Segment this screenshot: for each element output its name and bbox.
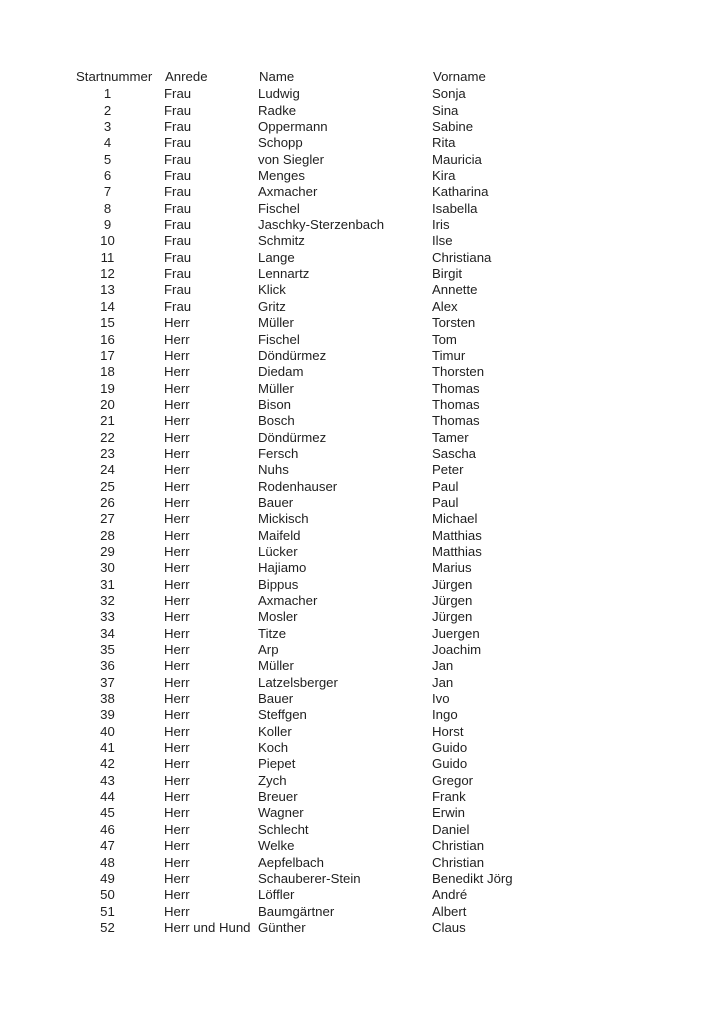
column-header-name: Name — [259, 69, 295, 84]
cell-vorname: Tamer — [432, 429, 469, 445]
cell-anrede: Frau — [164, 102, 192, 118]
table-row — [75, 756, 675, 772]
cell-startnummer: 9 — [103, 217, 112, 233]
table-row — [75, 332, 675, 348]
cell-name: Oppermann — [258, 119, 328, 135]
cell-anrede: Herr — [164, 707, 190, 723]
table-row — [75, 789, 675, 805]
table-row — [75, 381, 675, 397]
table-row — [75, 724, 675, 740]
cell-vorname: Jan — [432, 674, 454, 690]
cell-name: Günther — [258, 919, 306, 935]
cell-anrede: Herr — [164, 429, 190, 445]
cell-anrede: Herr — [164, 658, 190, 674]
cell-name: Lange — [258, 249, 295, 265]
cell-name: Fischel — [258, 331, 300, 347]
cell-startnummer: 27 — [100, 511, 115, 527]
table-body — [75, 86, 675, 936]
participants-table — [75, 69, 675, 936]
cell-vorname: André — [432, 887, 468, 903]
table-row — [75, 855, 675, 871]
cell-vorname: Matthias — [432, 543, 482, 559]
cell-name: Mosler — [258, 609, 298, 625]
cell-vorname: Peter — [432, 462, 464, 478]
cell-startnummer: 3 — [103, 119, 112, 135]
cell-vorname: Ilse — [432, 233, 453, 249]
cell-startnummer: 16 — [100, 331, 115, 347]
table-row — [75, 544, 675, 560]
cell-vorname: Christian — [432, 854, 485, 870]
cell-vorname: Daniel — [432, 821, 470, 837]
cell-startnummer: 24 — [100, 462, 115, 478]
cell-anrede: Herr — [164, 691, 190, 707]
cell-name: Baumgärtner — [258, 903, 335, 919]
cell-startnummer: 19 — [100, 380, 115, 396]
column-header-startnummer: Startnummer — [76, 69, 153, 84]
cell-startnummer: 30 — [100, 560, 115, 576]
table-row — [75, 658, 675, 674]
table-row — [75, 184, 675, 200]
cell-startnummer: 4 — [103, 135, 112, 151]
table-row — [75, 446, 675, 462]
cell-vorname: Tom — [432, 331, 457, 347]
cell-name: Bauer — [258, 691, 294, 707]
table-row — [75, 103, 675, 119]
table-row — [75, 364, 675, 380]
table-row — [75, 838, 675, 854]
cell-startnummer: 36 — [100, 658, 115, 674]
cell-name: Lücker — [258, 543, 298, 559]
cell-anrede: Herr — [164, 478, 190, 494]
cell-name: Maifeld — [258, 527, 301, 543]
cell-name: Jaschky-Sterzenbach — [258, 217, 385, 233]
cell-name: Müller — [258, 658, 294, 674]
cell-name: Welke — [258, 838, 295, 854]
cell-name: Piepet — [258, 756, 296, 772]
table-row — [75, 299, 675, 315]
table-row — [75, 577, 675, 593]
cell-name: Bippus — [258, 576, 299, 592]
cell-startnummer: 7 — [103, 184, 112, 200]
table-row — [75, 871, 675, 887]
cell-startnummer: 46 — [100, 821, 115, 837]
cell-startnummer: 6 — [103, 168, 112, 184]
cell-vorname: Paul — [432, 478, 459, 494]
cell-anrede: Frau — [164, 217, 192, 233]
cell-vorname: Horst — [432, 723, 464, 739]
cell-anrede: Herr — [164, 396, 190, 412]
cell-vorname: Sonja — [432, 86, 466, 102]
cell-startnummer: 47 — [100, 838, 115, 854]
cell-vorname: Juergen — [432, 625, 480, 641]
cell-name: Mickisch — [258, 511, 309, 527]
cell-name: Löffler — [258, 887, 295, 903]
cell-startnummer: 50 — [100, 887, 115, 903]
cell-startnummer: 32 — [100, 593, 115, 608]
cell-name: Schauberer-Stein — [258, 870, 361, 886]
table-row — [75, 462, 675, 478]
cell-vorname: Matthias — [432, 527, 482, 543]
table-row — [75, 315, 675, 331]
cell-anrede: Herr — [164, 756, 190, 772]
cell-anrede: Frau — [164, 266, 192, 282]
cell-vorname: Thomas — [432, 396, 480, 412]
cell-name: Titze — [258, 625, 287, 641]
cell-startnummer: 17 — [100, 347, 115, 363]
table-row — [75, 119, 675, 135]
cell-anrede: Herr — [164, 364, 190, 380]
cell-vorname: Ivo — [432, 691, 450, 707]
cell-anrede: Herr — [164, 772, 190, 788]
cell-anrede: Herr und Hund — [164, 919, 251, 935]
table-row — [75, 233, 675, 249]
cell-anrede: Herr — [164, 593, 190, 608]
table-row — [75, 217, 675, 233]
table-row — [75, 887, 675, 903]
cell-startnummer: 40 — [100, 723, 115, 739]
cell-anrede: Herr — [164, 625, 190, 641]
cell-name: Radke — [258, 102, 297, 118]
cell-name: Ludwig — [258, 86, 300, 102]
table-row — [75, 675, 675, 691]
table-row — [75, 201, 675, 217]
cell-anrede: Herr — [164, 838, 190, 854]
cell-vorname: Albert — [432, 903, 467, 919]
cell-vorname: Joachim — [432, 642, 482, 658]
cell-name: Koller — [258, 723, 292, 739]
cell-name: Müller — [258, 315, 294, 331]
cell-vorname: Isabella — [432, 200, 478, 216]
cell-vorname: Christiana — [432, 249, 492, 265]
cell-vorname: Christian — [432, 838, 485, 854]
cell-anrede: Herr — [164, 331, 190, 347]
cell-name: Breuer — [258, 789, 298, 805]
cell-vorname: Gregor — [432, 772, 474, 788]
cell-name: Arp — [258, 642, 279, 658]
cell-startnummer: 1 — [103, 86, 112, 102]
cell-vorname: Sina — [432, 102, 459, 118]
cell-anrede: Herr — [164, 740, 190, 756]
cell-startnummer: 11 — [100, 249, 115, 265]
cell-anrede: Frau — [164, 233, 192, 249]
table-row — [75, 152, 675, 168]
table-row — [75, 397, 675, 413]
table-row — [75, 920, 675, 936]
cell-name: Steffgen — [258, 707, 307, 723]
cell-anrede: Frau — [164, 119, 192, 135]
column-header-vorname: Vorname — [433, 69, 486, 84]
cell-vorname: Frank — [432, 789, 466, 805]
cell-vorname: Jan — [432, 658, 454, 674]
table-row — [75, 86, 675, 102]
cell-name: Schlecht — [258, 821, 309, 837]
cell-anrede: Herr — [164, 511, 190, 527]
cell-anrede: Herr — [164, 576, 190, 592]
cell-anrede: Herr — [164, 543, 190, 559]
cell-vorname: Alex — [432, 298, 458, 314]
cell-vorname: Rita — [432, 135, 456, 151]
cell-anrede: Herr — [164, 347, 190, 363]
table-row — [75, 822, 675, 838]
table-row — [75, 642, 675, 658]
cell-startnummer: 22 — [100, 429, 115, 445]
cell-anrede: Herr — [164, 380, 190, 396]
cell-startnummer: 13 — [100, 282, 115, 298]
cell-anrede: Herr — [164, 413, 190, 429]
cell-name: Döndürmez — [258, 347, 327, 363]
cell-name: Fersch — [258, 445, 299, 461]
cell-startnummer: 51 — [100, 903, 115, 919]
cell-anrede: Herr — [164, 560, 190, 576]
table-row — [75, 348, 675, 364]
cell-startnummer: 45 — [100, 805, 115, 821]
cell-vorname: Annette — [432, 282, 478, 298]
cell-anrede: Herr — [164, 445, 190, 461]
cell-startnummer: 31 — [100, 576, 115, 592]
cell-anrede: Herr — [164, 609, 190, 625]
cell-anrede: Herr — [164, 315, 190, 331]
table-row — [75, 805, 675, 821]
cell-anrede: Frau — [164, 135, 192, 151]
cell-startnummer: 28 — [100, 527, 115, 543]
table-row — [75, 707, 675, 723]
cell-anrede: Herr — [164, 903, 190, 919]
cell-anrede: Frau — [164, 282, 192, 298]
cell-startnummer: 12 — [100, 266, 115, 282]
table-row — [75, 773, 675, 789]
cell-name: Bison — [258, 396, 291, 412]
cell-name: Diedam — [258, 364, 304, 380]
cell-anrede: Frau — [164, 168, 192, 184]
cell-anrede: Herr — [164, 494, 190, 510]
cell-startnummer: 35 — [100, 642, 115, 658]
cell-startnummer: 15 — [100, 315, 115, 331]
cell-name: Rodenhauser — [258, 478, 338, 494]
cell-startnummer: 2 — [103, 102, 112, 118]
cell-anrede: Frau — [164, 200, 192, 216]
cell-anrede: Herr — [164, 789, 190, 805]
table-row — [75, 479, 675, 495]
cell-anrede: Frau — [164, 86, 192, 102]
cell-anrede: Frau — [164, 249, 192, 265]
cell-vorname: Guido — [432, 756, 468, 772]
cell-vorname: Jürgen — [432, 593, 473, 608]
cell-startnummer: 5 — [103, 151, 112, 167]
cell-name: von Siegler — [258, 151, 324, 167]
cell-anrede: Herr — [164, 854, 190, 870]
cell-vorname: Paul — [432, 494, 459, 510]
table-row — [75, 593, 675, 609]
cell-name: Axmacher — [258, 184, 318, 200]
cell-vorname: Sabine — [432, 119, 474, 135]
cell-vorname: Marius — [432, 560, 472, 576]
cell-name: Bauer — [258, 494, 294, 510]
cell-vorname: Kira — [432, 168, 456, 184]
cell-vorname: Torsten — [432, 315, 476, 331]
cell-name: Gritz — [258, 298, 286, 314]
cell-startnummer: 33 — [100, 609, 115, 625]
cell-anrede: Herr — [164, 527, 190, 543]
cell-name: Klick — [258, 282, 286, 298]
cell-vorname: Guido — [432, 740, 468, 756]
table-row — [75, 282, 675, 298]
cell-name: Schmitz — [258, 233, 305, 249]
cell-anrede: Herr — [164, 805, 190, 821]
cell-anrede: Frau — [164, 184, 192, 200]
cell-startnummer: 39 — [100, 707, 115, 723]
table-row — [75, 135, 675, 151]
table-row — [75, 740, 675, 756]
cell-startnummer: 52 — [100, 919, 115, 935]
cell-anrede: Herr — [164, 674, 190, 690]
table-row — [75, 528, 675, 544]
table-row — [75, 560, 675, 576]
cell-vorname: Erwin — [432, 805, 465, 821]
cell-name: Schopp — [258, 135, 303, 151]
cell-startnummer: 49 — [100, 870, 115, 886]
cell-vorname: Claus — [432, 919, 466, 935]
cell-vorname: Katharina — [432, 184, 489, 200]
table-row — [75, 511, 675, 527]
cell-startnummer: 14 — [100, 298, 115, 314]
table-row — [75, 250, 675, 266]
table-row — [75, 430, 675, 446]
cell-vorname: Benedikt Jörg — [432, 870, 513, 886]
cell-anrede: Herr — [164, 870, 190, 886]
table-row — [75, 495, 675, 511]
cell-vorname: Jürgen — [432, 576, 473, 592]
cell-anrede: Herr — [164, 887, 190, 903]
cell-vorname: Jürgen — [432, 609, 473, 625]
cell-name: Bosch — [258, 413, 295, 429]
cell-name: Müller — [258, 380, 294, 396]
table-row — [75, 626, 675, 642]
cell-name: Axmacher — [258, 593, 318, 608]
table-row — [75, 266, 675, 282]
cell-name: Latzelsberger — [258, 674, 338, 690]
cell-startnummer: 23 — [100, 445, 115, 461]
cell-startnummer: 37 — [100, 674, 115, 690]
cell-startnummer: 43 — [100, 772, 115, 788]
cell-vorname: Sascha — [432, 445, 476, 461]
table-row — [75, 168, 675, 184]
cell-startnummer: 21 — [100, 413, 115, 429]
cell-startnummer: 34 — [100, 625, 115, 641]
cell-startnummer: 8 — [103, 200, 112, 216]
cell-anrede: Herr — [164, 723, 190, 739]
cell-name: Menges — [258, 168, 305, 184]
cell-name: Döndürmez — [258, 429, 327, 445]
cell-vorname: Thorsten — [432, 364, 485, 380]
cell-name: Aepfelbach — [258, 854, 324, 870]
cell-startnummer: 25 — [100, 478, 115, 494]
cell-startnummer: 42 — [100, 756, 115, 772]
column-header-anrede: Anrede — [165, 69, 208, 84]
cell-vorname: Thomas — [432, 380, 480, 396]
cell-vorname: Birgit — [432, 266, 463, 282]
table-row — [75, 413, 675, 429]
cell-vorname: Mauricia — [432, 151, 482, 167]
cell-name: Hajiamo — [258, 560, 307, 576]
table-row — [75, 609, 675, 625]
cell-anrede: Herr — [164, 642, 190, 658]
cell-startnummer: 48 — [100, 854, 115, 870]
cell-vorname: Thomas — [432, 413, 480, 429]
cell-startnummer: 29 — [100, 543, 115, 559]
cell-name: Zych — [258, 772, 287, 788]
cell-anrede: Herr — [164, 462, 190, 478]
cell-vorname: Ingo — [432, 707, 458, 723]
cell-startnummer: 38 — [100, 691, 115, 707]
cell-vorname: Iris — [432, 217, 450, 233]
cell-anrede: Frau — [164, 298, 192, 314]
cell-name: Lennartz — [258, 266, 310, 282]
cell-startnummer: 10 — [100, 233, 115, 249]
cell-startnummer: 44 — [100, 789, 115, 805]
cell-anrede: Herr — [164, 821, 190, 837]
cell-anrede: Frau — [164, 151, 192, 167]
cell-startnummer: 26 — [100, 494, 115, 510]
cell-name: Wagner — [258, 805, 304, 821]
cell-name: Fischel — [258, 200, 300, 216]
table-row — [75, 691, 675, 707]
cell-vorname: Michael — [432, 511, 478, 527]
table-row — [75, 904, 675, 920]
cell-name: Nuhs — [258, 462, 289, 478]
cell-vorname: Timur — [432, 347, 466, 363]
table-header-row — [75, 69, 675, 85]
cell-startnummer: 41 — [100, 740, 115, 756]
cell-startnummer: 18 — [100, 364, 115, 380]
cell-name: Koch — [258, 740, 289, 756]
cell-startnummer: 20 — [100, 396, 115, 412]
